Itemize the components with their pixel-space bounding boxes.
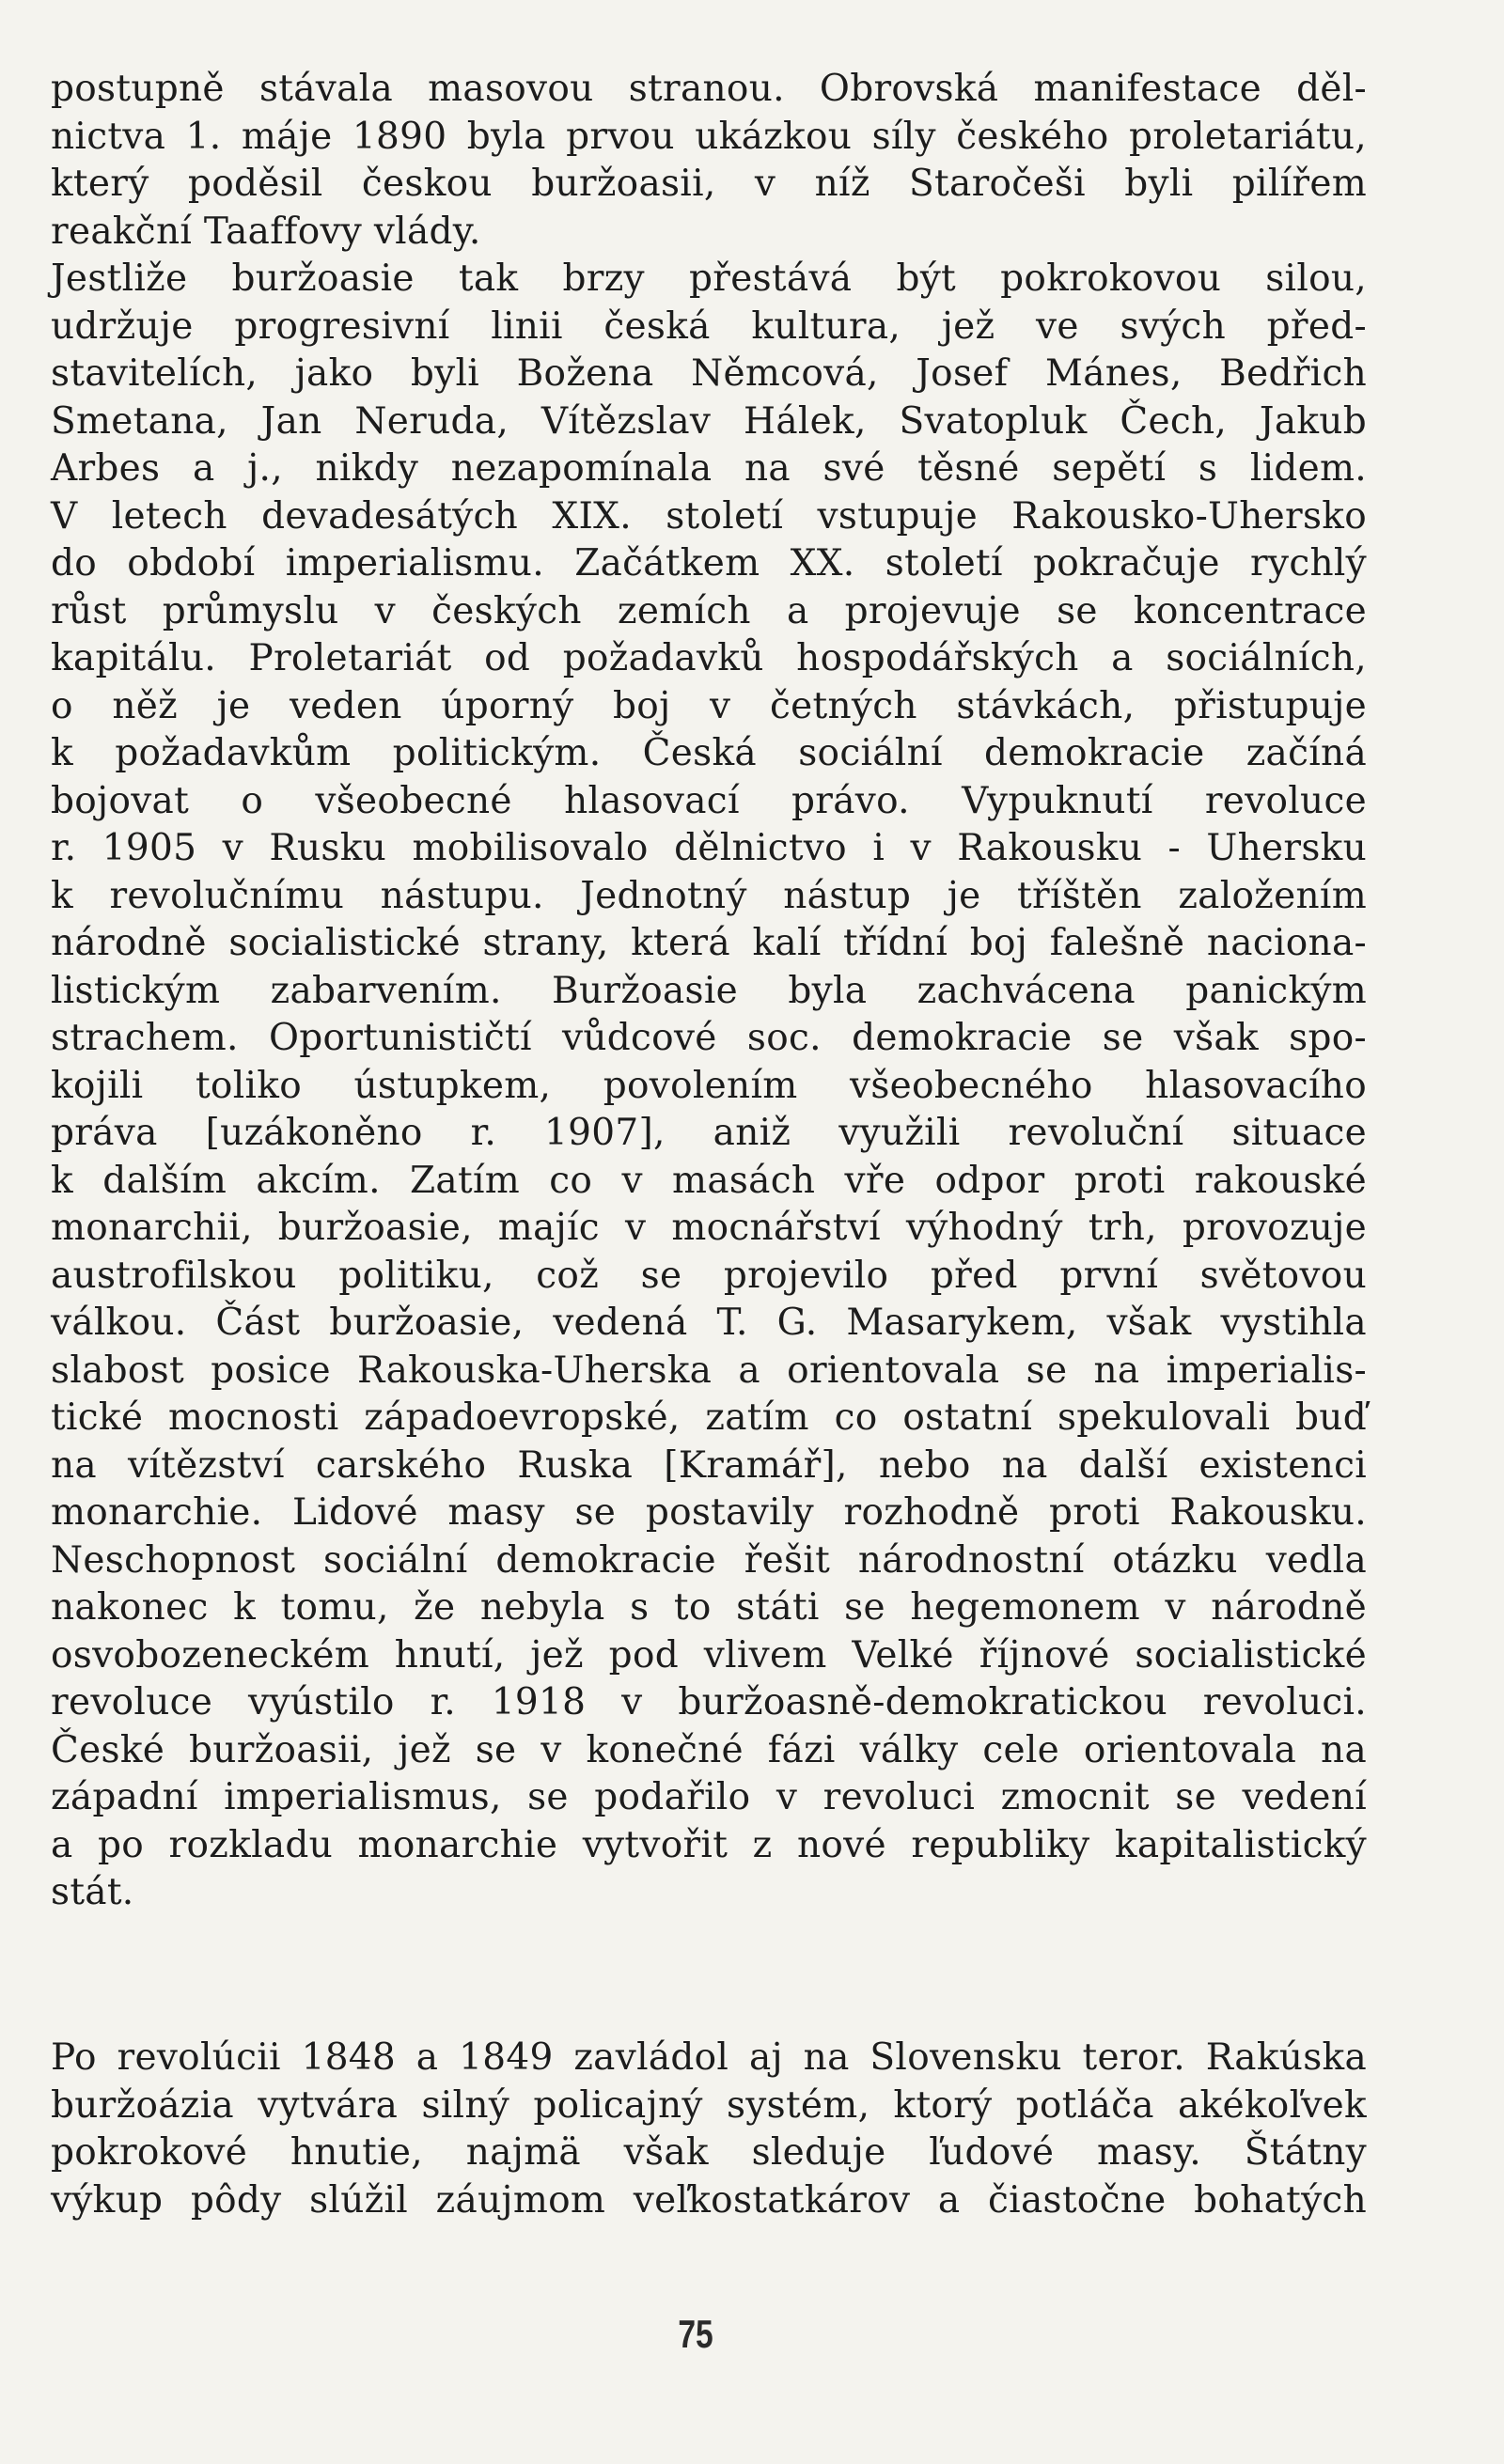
text-line: Arbes a j., nikdy nezapomínala na své těsné sepětí s lidem. [51, 447, 1367, 490]
text-line: k požadavkům politickým. Česká sociální demokracie začíná [51, 732, 1367, 774]
page-number: 75 [678, 2312, 713, 2356]
text-line: revoluce vyústilo r. 1918 v buržoasně-demokratickou revoluci. [51, 1681, 1367, 1723]
text-line: tické mocnosti západoevropské, zatím co ostatní spekulovali buď [51, 1396, 1367, 1439]
text-line: růst průmyslu v českých zemích a projevuje se koncentrace [51, 589, 1367, 632]
text-line: buržoázia vytvára silný policajný systém, ktorý potláča akékoľvek [51, 2083, 1367, 2127]
text-line: pokrokové hnutie, najmä však sleduje ľudové masy. Štátny [51, 2131, 1367, 2174]
text-line: osvobozeneckém hnutí, jež pod vlivem Velké říjnové socialistické [51, 1633, 1367, 1676]
text-line: západní imperialismus, se podařilo v revoluci zmocnit se vedení [51, 1776, 1367, 1818]
text-line: nakonec k tomu, že nebyla s to státi se hegemonem v národně [51, 1586, 1367, 1629]
text-line: Po revolúcii 1848 a 1849 zavládol aj na Slovensku teror. Rakúska [51, 2036, 1367, 2079]
text-line: reakční Taaffovy vlády. [51, 210, 481, 253]
text-line: o něž je veden úporný boj v četných stávkách, přistupuje [51, 684, 1367, 727]
text-line: Smetana, Jan Neruda, Vítězslav Hálek, Svatopluk Čech, Jakub [51, 399, 1367, 443]
text-line: kojili toliko ústupkem, povolením všeobecného hlasovacího [51, 1064, 1367, 1107]
text-line: na vítězství carského Ruska [Kramář], nebo na další existenci [51, 1443, 1367, 1487]
text-line: práva [uzákoněno r. 1907], aniž využili revoluční situace [51, 1112, 1367, 1154]
text-line: V letech devadesátých XIX. století vstupuje Rakousko-Uhersko [51, 494, 1367, 538]
paragraph-czech [51, 66, 1367, 1917]
text-line: válkou. Část buržoasie, vedená T. G. Masarykem, však vystihla [51, 1302, 1367, 1344]
text-line: monarchii, buržoasie, majíc v mocnářství výhodný trh, provozuje [51, 1207, 1367, 1249]
text-line: stát. [51, 1871, 134, 1913]
text-line: k dalším akcím. Zatím co v masách vře odpor proti rakouské [51, 1159, 1367, 1202]
text-line: stavitelích, jako byli Božena Němcová, Josef Mánes, Bedřich [51, 352, 1367, 395]
text-line: r. 1905 v Rusku mobilisovalo dělnictvo i v Rakousku - Uhersku [51, 827, 1367, 869]
text-line: udržuje progresivní linii česká kultura, jež ve svých před- [51, 304, 1367, 348]
text-line: slabost posice Rakouska-Uherska a orientovala se na imperialis- [51, 1349, 1367, 1392]
text-line: Jestliže buržoasie tak brzy přestává být pokrokovou silou, [51, 257, 1367, 300]
text-line: do období imperialismu. Začátkem XX. století pokračuje rychlý [51, 542, 1367, 585]
text-line: Neschopnost sociální demokracie řešit národnostní otázku vedla [51, 1538, 1367, 1582]
text-line: který poděsil českou buržoasii, v níž Staročeši byli pilířem [51, 163, 1367, 205]
text-line: bojovat o všeobecné hlasovací právo. Vypuknutí revoluce [51, 779, 1367, 822]
text-line: listickým zabarvením. Buržoasie byla zachvácena panickým [51, 969, 1367, 1012]
text-line: národně socialistické strany, která kalí třídní boj falešně naciona- [51, 922, 1367, 964]
text-line: kapitálu. Proletariát od požadavků hospodářských a sociálních, [51, 637, 1367, 679]
text-line: monarchie. Lidové masy se postavily rozhodně proti Rakousku. [51, 1491, 1367, 1534]
text-line: postupně stávala masovou stranou. Obrovská manifestace děl- [51, 68, 1367, 110]
text-line: nictva 1. máje 1890 byla prvou ukázkou síly českého proletariátu, [51, 115, 1367, 158]
text-line: České buržoasii, jež se v konečné fázi války cele orientovala na [51, 1728, 1367, 1771]
text-line: výkup pôdy slúžil záujmom veľkostatkárov a čiastočne bohatých [51, 2178, 1367, 2222]
text-line: k revolučnímu nástupu. Jednotný nástup je tříštěn založením [51, 874, 1367, 917]
paragraph-slovak [51, 2035, 1367, 2224]
text-line: a po rozkladu monarchie vytvořit z nové republiky kapitalistický [51, 1823, 1367, 1866]
text-line: austrofilskou politiku, což se projevilo před první světovou [51, 1254, 1367, 1297]
text-line: strachem. Oportunističtí vůdcové soc. demokracie se však spo- [51, 1017, 1367, 1059]
